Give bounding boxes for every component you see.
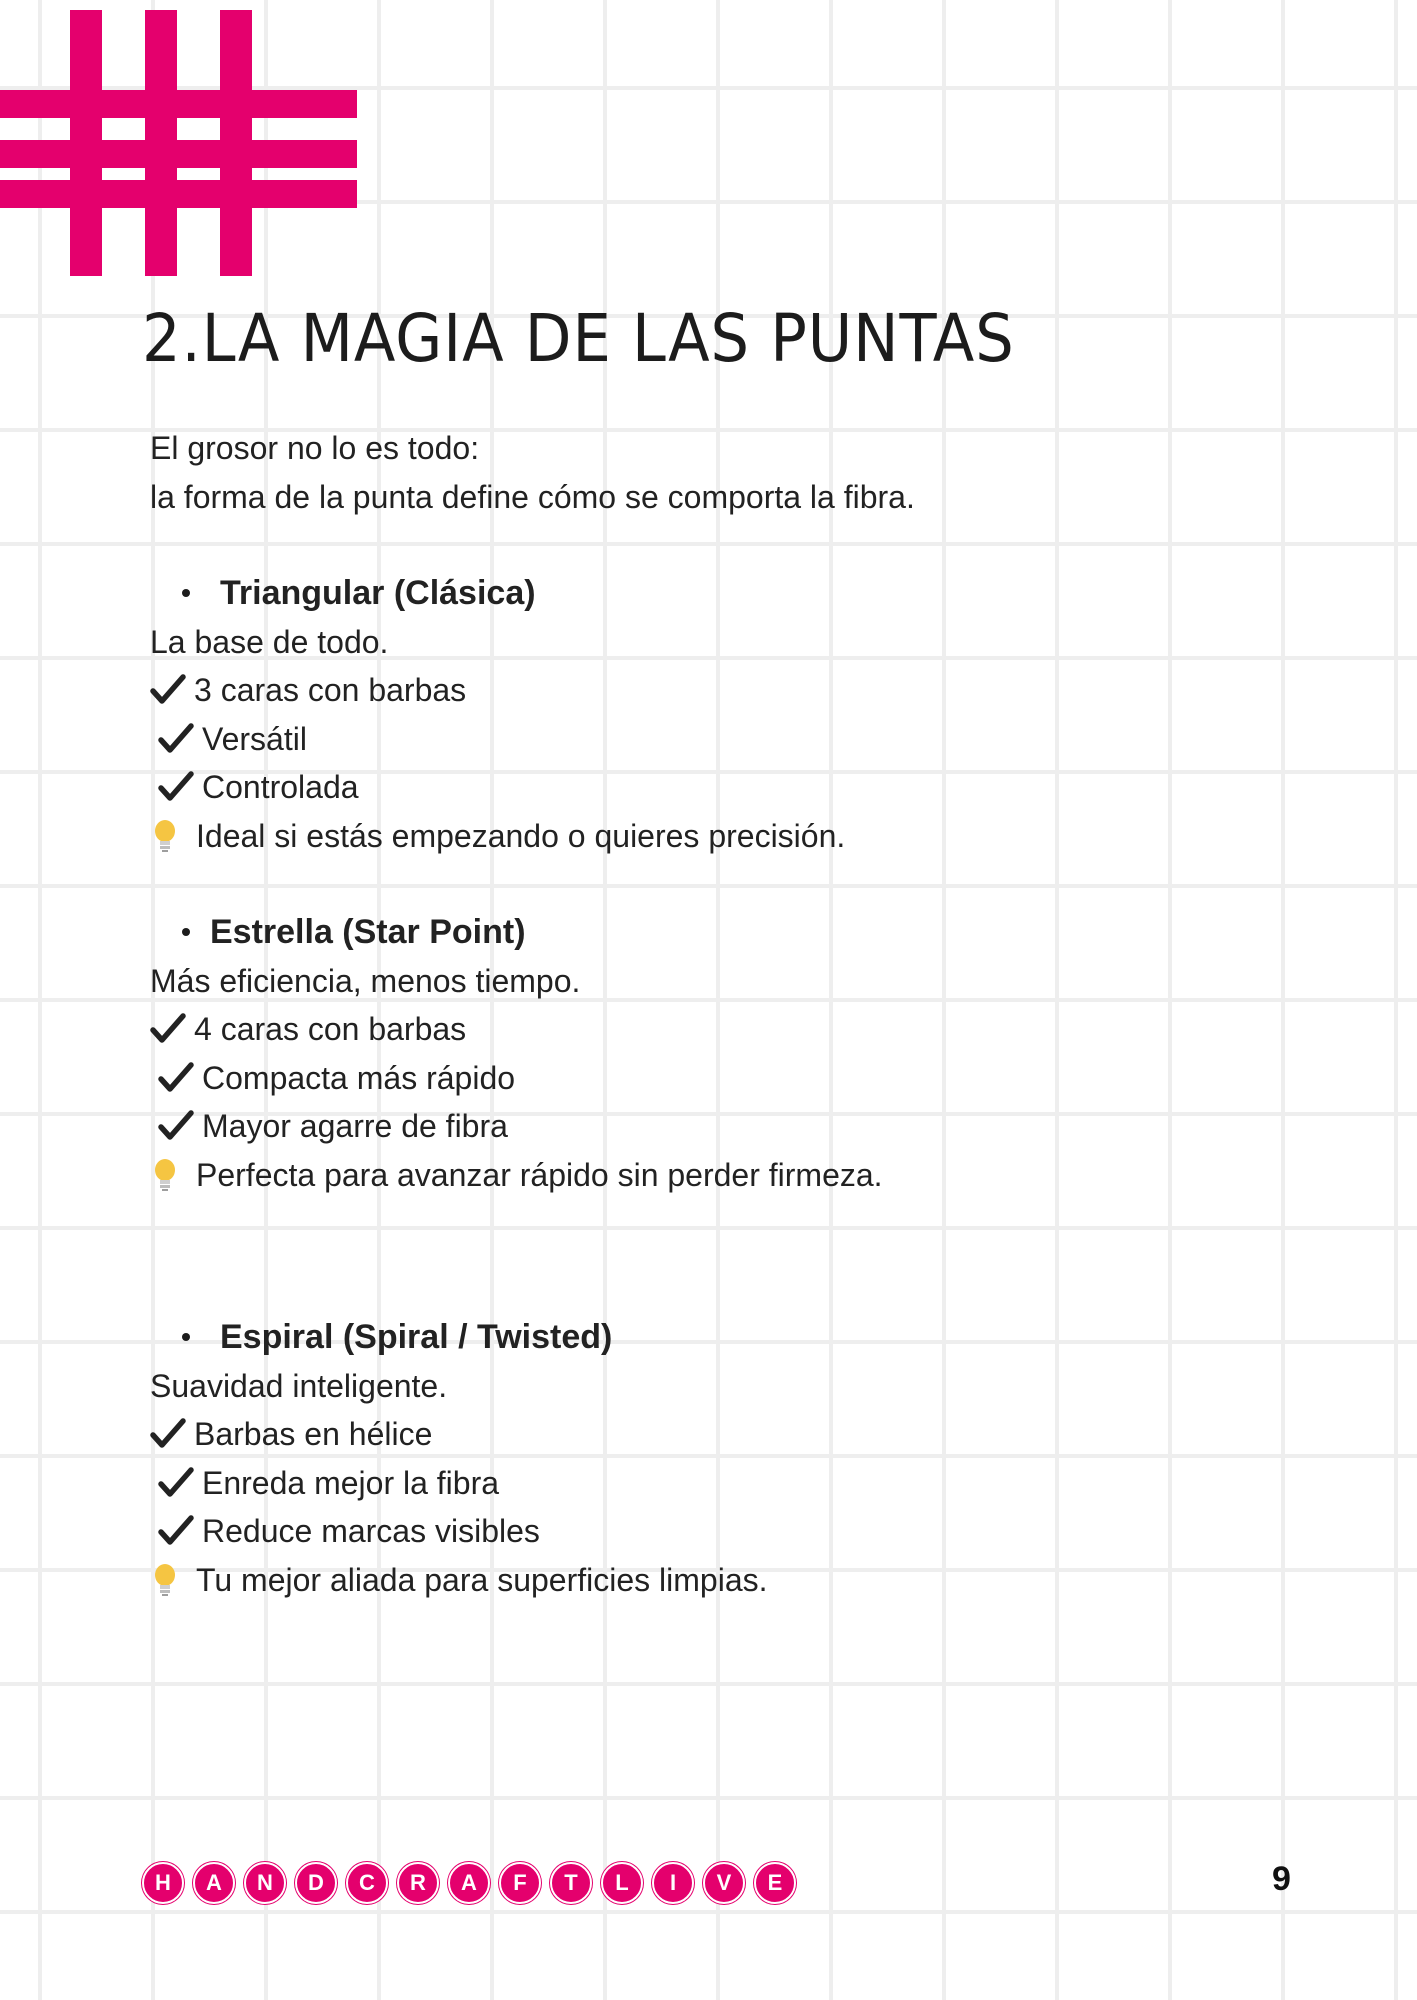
tip-text: Perfecta para avanzar rápido sin perder firmeza. [196,1156,883,1193]
check-icon [158,769,194,805]
check-item-text: Reduce marcas visibles [202,1513,540,1549]
check-item [150,666,1300,715]
check-item [150,1102,1300,1151]
section-subtitle: Suavidad inteligente. [150,1367,448,1404]
brand-letter: C [346,1862,388,1904]
section-heading [150,908,1300,957]
page-title: 2.LA MAGIA DE LAS PUNTAS [142,300,1015,377]
section-heading-text: Triangular (Clásica) [220,574,536,612]
check-item-text: Barbas en hélice [194,1416,433,1452]
section-heading [150,1313,1300,1362]
section-espiral [150,1313,1300,1604]
check-item [150,1054,1300,1103]
check-item [150,715,1300,764]
check-item-text: 3 caras con barbas [194,672,467,708]
brand-letter: R [397,1862,439,1904]
check-item-text: 4 caras con barbas [194,1011,467,1047]
brand-letter: F [499,1862,541,1904]
brand-letter: V [703,1862,745,1904]
section-subtitle: Más eficiencia, menos tiempo. [150,962,581,999]
brand-letter: A [448,1862,490,1904]
check-icon [158,1060,194,1096]
lightbulb-icon [150,1562,184,1598]
brand-letter: N [244,1862,286,1904]
brand-letter: A [193,1862,235,1904]
tip-item [150,1556,1300,1605]
intro-line: la forma de la punta define cómo se comporta la fibra. [150,478,915,515]
intro [150,424,1300,521]
section-triangular [150,569,1300,860]
check-item [150,1507,1300,1556]
brand-letter: L [601,1862,643,1904]
brand-letter: H [142,1862,184,1904]
main-content [150,424,1300,1652]
tip-text: Ideal si estás empezando o quieres precisión. [196,817,846,854]
check-item-text: Mayor agarre de fibra [202,1108,508,1144]
section-subtitle: La base de todo. [150,623,389,660]
check-icon [150,1416,186,1452]
check-icon [150,672,186,708]
section-estrella [150,908,1300,1199]
section-heading [150,569,1300,618]
spacer [150,1247,1300,1313]
check-item [150,763,1300,812]
check-icon [150,1011,186,1047]
tip-item [150,812,1300,861]
brand-letter: I [652,1862,694,1904]
tip-item [150,1151,1300,1200]
page-number: 9 [1272,1860,1291,1898]
check-item-text: Enreda mejor la fibra [202,1464,500,1501]
intro-line: El grosor no lo es todo: [150,430,480,466]
check-icon [158,1465,194,1501]
tip-text: Tu mejor aliada para superficies limpias. [196,1561,768,1598]
check-item [150,1005,1300,1054]
check-icon [158,1513,194,1549]
brand-logo [142,1862,796,1904]
bullet-icon [182,928,190,936]
brand-letter: E [754,1862,796,1904]
section-heading-text: Espiral (Spiral / Twisted) [220,1318,613,1356]
check-item-text: Compacta más rápido [202,1059,516,1096]
section-heading-text: Estrella (Star Point) [210,913,526,951]
check-item-text: Versátil [202,720,307,757]
hashtag-icon [0,0,360,280]
brand-letter: T [550,1862,592,1904]
check-icon [158,1108,194,1144]
check-item-text: Controlada [202,769,359,805]
lightbulb-icon [150,1157,184,1193]
bullet-icon [182,589,190,597]
check-icon [158,721,194,757]
check-item [150,1459,1300,1508]
check-item [150,1410,1300,1459]
bullet-icon [182,1333,190,1341]
brand-letter: D [295,1862,337,1904]
lightbulb-icon [150,818,184,854]
